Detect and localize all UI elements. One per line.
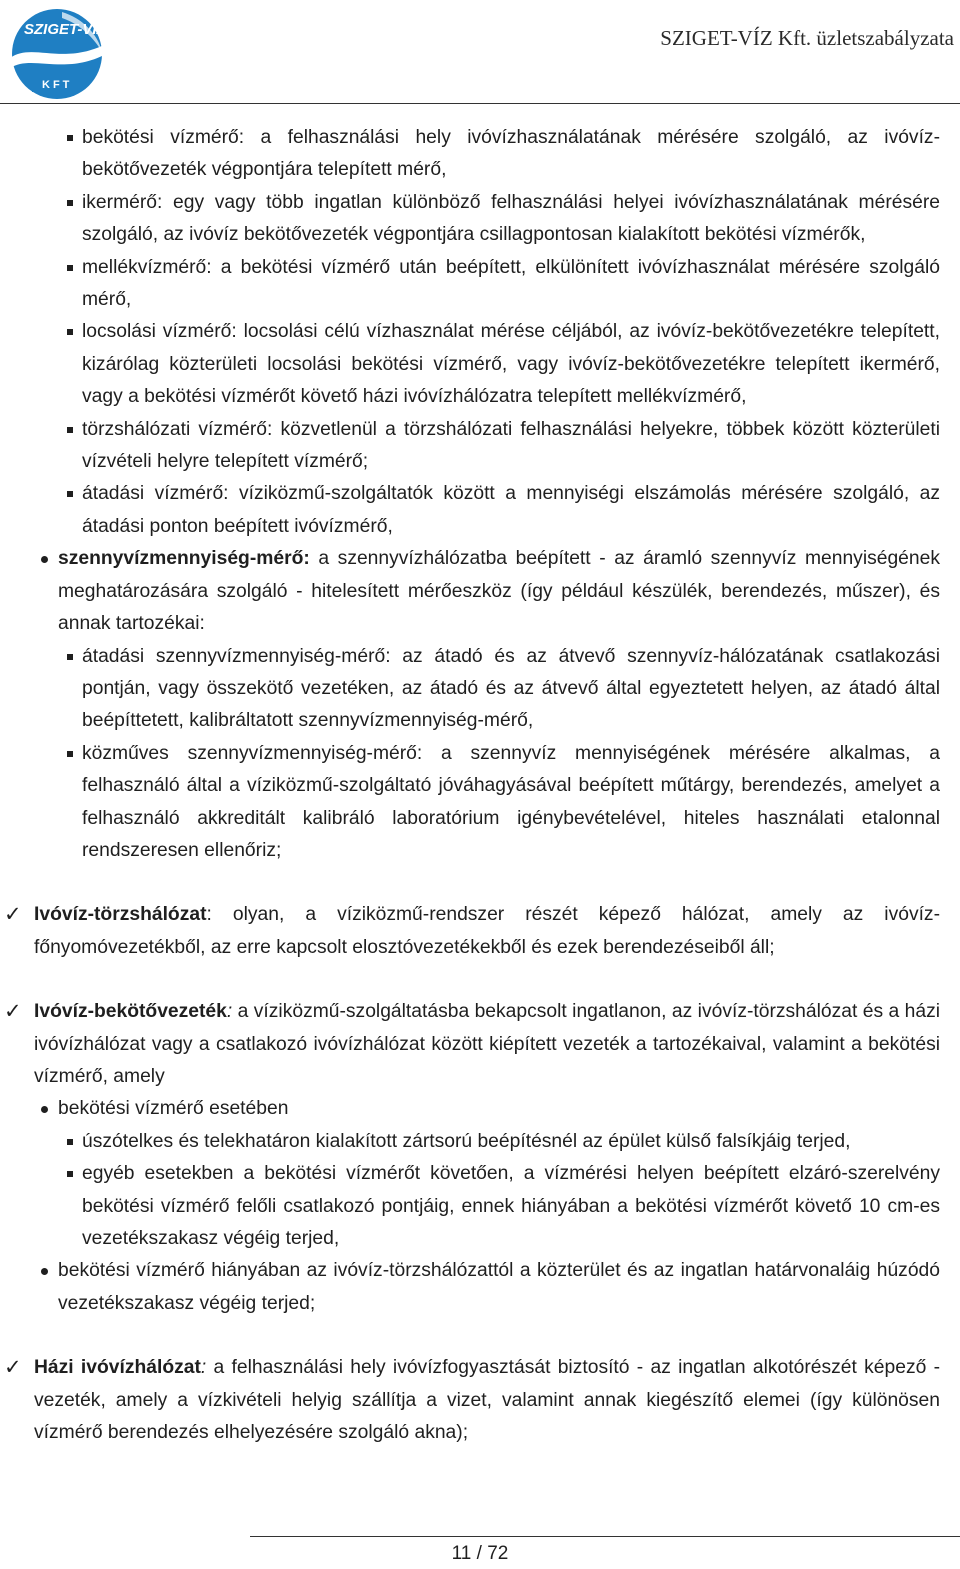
list-item bbox=[82, 1126, 940, 1158]
item-text: locsolási vízmérő: locsolási célú vízhasználat mérése céljából, az ivóvíz-bekötővezetékre telepített, kizárólag közterületi locsolási bekötési vízmérő, vagy ivóvíz-bekötővezetékre telepített ikermérő, vagy a bekötési vízmérőt követő házi ivóvízhálózatra telepített mellékvízmérő, bbox=[82, 321, 940, 408]
item-text: mellékvízmérő: a bekötési vízmérő után beépített, elkülönített ivóvízhasználat mérésére szolgáló mérő, bbox=[82, 256, 940, 311]
page-content bbox=[0, 122, 960, 1449]
item-text: bekötési vízmérő: a felhasználási hely ivóvízhasználatának mérésére szolgáló, az ivóvíz-bekötővezeték végpontjára telepített mérő, bbox=[82, 127, 940, 181]
item-text: úszótelkes és telekhatáron kialakított zártsorú beépítésnél az épület külső falsíkjáig terjed, bbox=[82, 1130, 851, 1152]
checkmark-icon: ✓ bbox=[4, 1355, 22, 1380]
square-bullet-icon bbox=[67, 1139, 73, 1145]
term-colon: : bbox=[226, 1001, 233, 1023]
square-bullet-icon bbox=[67, 654, 73, 660]
list-item bbox=[58, 1255, 940, 1320]
item-text: bekötési vízmérő esetében bbox=[58, 1098, 289, 1120]
item-text: bekötési vízmérő hiányában az ivóvíz-törzshálózattól a közterület és az ingatlan határvonaláig húzódó vezetékszakasz végéig terjed; bbox=[58, 1260, 940, 1314]
item-text: a szennyvízhálózatba beépített - az áramló szennyvíz mennyiségének meghatározására szolgáló - hitelesített mérőeszköz (így például készülék, berendezés, műszer), és annak tartozékai: bbox=[58, 548, 940, 635]
list-item bbox=[82, 316, 940, 413]
page-number: 11 / 72 bbox=[451, 1543, 509, 1564]
definition-text: a felhasználási hely ivóvízfogyasztását biztosító - az ingatlan alkotórészét képező - vezeték, amely a vízkivételi helyig szállítja a vizet, valamint annak kiegészítő elemei (így különösen vízmérő berendezés elhelyezésére szolgáló akna); bbox=[34, 1357, 940, 1444]
term: Házi ivóvízhálózat bbox=[34, 1357, 201, 1379]
term: szennyvízmennyiség-mérő: bbox=[58, 548, 310, 570]
sziget-viz-logo-icon bbox=[2, 4, 120, 100]
item-text: közműves szennyvízmennyiség-mérő: a szennyvíz mennyiségének mérésére alkalmas, a felhasználó által a víziközmű-szolgáltató jóváhagyásával beépített műtárgy, berendezés, amelyet a felhasználó akkreditált kalibráló laboratórium igénybevételével, hiteles használati etalonnal rendszeresen ellenőriz; bbox=[82, 742, 940, 861]
list-item bbox=[82, 641, 940, 738]
footer-divider bbox=[250, 1536, 960, 1537]
term: Ivóvíz-bekötővezeték bbox=[34, 1001, 227, 1023]
list-item bbox=[82, 414, 940, 479]
square-bullet-icon bbox=[67, 329, 73, 335]
header-divider bbox=[0, 103, 960, 104]
square-bullet-icon bbox=[67, 751, 73, 757]
term: Ivóvíz-törzshálózat bbox=[34, 904, 207, 926]
company-logo bbox=[2, 4, 120, 100]
square-bullet-icon bbox=[67, 1171, 73, 1177]
item-text: egyéb esetekben a bekötési vízmérőt követően, a vízmérési helyen beépített elzáró-szerelvény bekötési vízmérő felőli csatlakozó pontjáig, ennek hiányában a bekötési vízmérőt követő 10 cm-es vezetékszakasz végéig terjed, bbox=[82, 1163, 940, 1249]
item-text: törzshálózati vízmérő: közvetlenül a törzshálózati felhasználási helyekre, többek között közterületi vízvételi helyre telepített vízmérő; bbox=[82, 418, 940, 473]
definition bbox=[4, 899, 940, 964]
definition bbox=[4, 996, 940, 1093]
list-item bbox=[58, 543, 940, 640]
checkmark-icon: ✓ bbox=[4, 999, 22, 1024]
list-item bbox=[82, 1158, 940, 1255]
checkmark-icon: ✓ bbox=[4, 902, 22, 927]
list-item bbox=[82, 478, 940, 543]
item-text: ikermérő: egy vagy több ingatlan különböző felhasználási helyei ivóvízhasználatának mérésére szolgáló, az ivóvíz bekötővezeték végpontjára csillagpontosan kialakított bekötési vízmérők, bbox=[82, 191, 940, 246]
list-item bbox=[82, 122, 940, 187]
logo-text-top: SZIGET-VÍZ bbox=[24, 21, 106, 38]
round-bullet-icon bbox=[41, 1268, 48, 1275]
round-bullet-icon bbox=[41, 556, 48, 563]
document-title: SZIGET-VÍZ Kft. üzletszabályzata bbox=[660, 26, 954, 50]
list-item bbox=[82, 738, 940, 868]
round-bullet-icon bbox=[41, 1106, 48, 1113]
square-bullet-icon bbox=[67, 491, 73, 497]
square-bullet-icon bbox=[67, 265, 73, 271]
list-item bbox=[82, 252, 940, 317]
item-text: átadási vízmérő: víziközmű-szolgáltatók között a mennyiségi elszámolás mérésére szolgáló, az átadási ponton beépített ivóvízmérő, bbox=[82, 483, 940, 537]
definition bbox=[4, 1352, 940, 1449]
square-bullet-icon bbox=[67, 200, 73, 206]
term-colon: : bbox=[200, 1357, 207, 1379]
definition-text: : olyan, a víziközmű-rendszer részét képező hálózat, amely az ivóvíz-főnyomóvezetékből, az erre kapcsolt elosztóvezetékekből és ezek berendezéseiből áll; bbox=[34, 904, 940, 958]
list-item bbox=[58, 1093, 940, 1125]
page-header bbox=[0, 0, 960, 106]
logo-text-bottom: KFT bbox=[42, 79, 73, 91]
definition-text: a víziközmű-szolgáltatásba bekapcsolt ingatlanon, az ivóvíz-törzshálózat és a házi ivóvízhálózat vagy a csatlakozó ivóvízhálózat között kiépített vezeték a tartozékaival, valamint a bekötési vízmérő, amely bbox=[34, 1001, 940, 1087]
list-item bbox=[82, 187, 940, 252]
square-bullet-icon bbox=[67, 135, 73, 141]
item-text: átadási szennyvízmennyiség-mérő: az átadó és az átvevő szennyvíz-hálózatának csatlakozási pontján, vagy összekötő vezetéken, az átadó és az átvevő által egyeztetett helyen, az átadó által beépíttetett, kalibráltatott szennyvízmennyiség-mérő, bbox=[82, 645, 940, 732]
square-bullet-icon bbox=[67, 427, 73, 433]
